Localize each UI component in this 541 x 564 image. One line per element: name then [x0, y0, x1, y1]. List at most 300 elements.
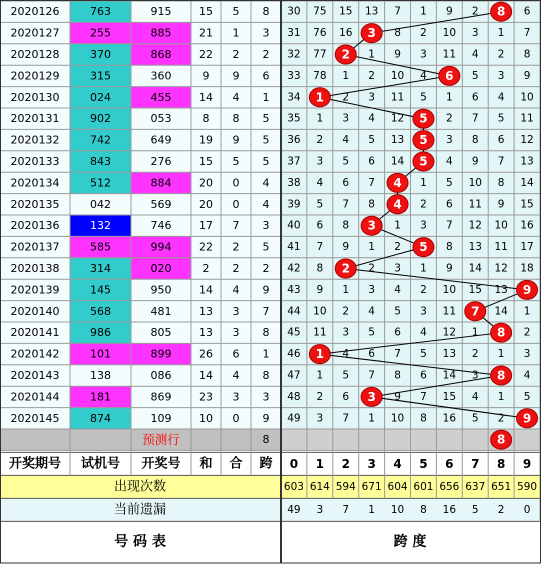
- count-value: 614: [309, 480, 330, 493]
- column-header: 开奖号: [141, 456, 181, 472]
- draw-number-cell: 053: [150, 112, 172, 126]
- count-value: 603: [283, 480, 304, 493]
- miss-cell: 11: [468, 198, 482, 211]
- sum-cell: 15: [199, 5, 213, 19]
- miss-cell: 8: [394, 369, 401, 382]
- miss-cell: 4: [471, 48, 479, 61]
- miss-cell: 10: [468, 176, 482, 189]
- miss-cell: 15: [468, 283, 482, 296]
- kua-cell: 8: [262, 369, 270, 382]
- period-cell: 2020136: [10, 219, 60, 233]
- span-digit-header: 6: [445, 456, 454, 471]
- kua-cell: 8: [262, 5, 270, 19]
- draw-number-cell: 360: [150, 69, 172, 83]
- miss-cell: 13: [494, 283, 508, 296]
- sum-cell: 22: [199, 240, 213, 254]
- miss-cell: 3: [420, 48, 427, 61]
- sum-cell: 19: [199, 133, 213, 147]
- period-cell: 2020130: [10, 90, 60, 104]
- period-cell: 2020131: [10, 112, 60, 126]
- kua-cell: 5: [262, 155, 270, 168]
- he-cell: 0: [232, 176, 240, 190]
- miss-cell: 17: [520, 241, 534, 254]
- miss-cell: 2: [342, 305, 350, 318]
- miss-cell: 9: [342, 241, 350, 254]
- miss-cell: 2: [497, 48, 505, 61]
- sum-cell: 13: [199, 326, 213, 340]
- sum-cell: 20: [199, 176, 213, 190]
- miss-cell: 7: [342, 198, 350, 211]
- miss-cell: 10: [494, 219, 508, 232]
- miss-cell: 1: [368, 48, 375, 61]
- forecast-ball-label: 8: [496, 432, 506, 447]
- miss-cell: 5: [497, 112, 505, 125]
- test-number-cell: 512: [90, 176, 111, 190]
- miss-cell: 4: [420, 326, 427, 339]
- miss-cell: 37: [287, 155, 301, 168]
- miss-cell: 3: [316, 155, 324, 168]
- miss-cell: 6: [368, 155, 375, 168]
- column-header: 开奖期号: [8, 456, 62, 472]
- sum-cell: 22: [199, 48, 213, 61]
- miss-cell: 4: [497, 91, 505, 104]
- period-cell: 2020144: [10, 390, 60, 404]
- draw-number-cell: 915: [150, 5, 172, 19]
- span-digit-header: 5: [419, 456, 428, 471]
- sum-cell: 13: [199, 304, 213, 318]
- column-header: 跨: [259, 456, 273, 472]
- miss-value: 16: [442, 503, 457, 516]
- sum-cell: 14: [199, 283, 213, 297]
- sum-cell: 20: [199, 197, 213, 211]
- draw-number-cell: 481: [150, 304, 172, 318]
- period-cell: 2020139: [10, 283, 60, 297]
- miss-cell: 13: [468, 241, 482, 254]
- miss-cell: 11: [313, 326, 327, 339]
- miss-cell: 5: [368, 134, 375, 147]
- miss-cell: 3: [446, 134, 453, 147]
- miss-cell: 7: [316, 241, 324, 254]
- miss-cell: 9: [446, 5, 453, 18]
- miss-cell: 7: [394, 348, 401, 361]
- span-ball-label: 1: [315, 90, 325, 105]
- miss-cell: 16: [520, 219, 534, 232]
- miss-cell: 42: [287, 262, 301, 275]
- miss-cell: 8: [420, 412, 427, 425]
- span-ball-label: 3: [367, 389, 376, 404]
- he-cell: 4: [232, 283, 240, 297]
- span-digit-header: 7: [471, 456, 480, 471]
- draw-number-cell: 086: [150, 369, 172, 382]
- miss-cell: 5: [446, 176, 453, 189]
- span-ball-label: 2: [341, 47, 350, 62]
- miss-cell: 2: [471, 5, 479, 18]
- span-ball-label: 9: [522, 282, 532, 297]
- period-cell: 2020145: [10, 411, 60, 425]
- miss-cell: 3: [316, 412, 324, 425]
- span-ball-label: 8: [496, 325, 506, 340]
- miss-cell: 5: [523, 390, 531, 403]
- he-cell: 3: [232, 390, 240, 404]
- period-cell: 2020138: [10, 262, 60, 275]
- miss-cell: 6: [368, 348, 375, 361]
- miss-cell: 13: [442, 348, 457, 361]
- period-cell: 2020127: [10, 26, 60, 40]
- miss-cell: 3: [471, 369, 479, 382]
- miss-cell: 5: [471, 412, 479, 425]
- test-number-cell: 042: [90, 197, 111, 211]
- miss-cell: 11: [442, 48, 457, 61]
- miss-cell: 43: [287, 283, 301, 296]
- miss-cell: 1: [420, 176, 427, 189]
- count-value: 601: [413, 480, 434, 493]
- kua-cell: 5: [262, 133, 270, 147]
- count-value: 594: [335, 480, 356, 493]
- miss-cell: 2: [316, 390, 324, 403]
- miss-cell: 9: [394, 390, 401, 403]
- kua-cell: 9: [262, 411, 270, 425]
- miss-cell: 2: [446, 112, 453, 125]
- kua-cell: 3: [262, 219, 270, 233]
- miss-cell: 4: [342, 348, 350, 361]
- kua-cell: 2: [262, 48, 270, 61]
- miss-cell: 4: [316, 176, 324, 189]
- miss-cell: 6: [497, 134, 505, 147]
- period-cell: 2020126: [10, 5, 60, 19]
- miss-cell: 6: [446, 198, 453, 211]
- span-ball-label: 3: [367, 26, 376, 41]
- he-cell: 0: [232, 197, 240, 211]
- miss-cell: 2: [368, 262, 375, 275]
- miss-value: 10: [390, 503, 405, 516]
- sum-cell: 21: [199, 26, 213, 40]
- count-value: 590: [517, 480, 538, 493]
- test-number-cell: 986: [90, 326, 111, 340]
- miss-cell: 3: [497, 69, 505, 82]
- test-number-cell: 874: [90, 411, 111, 425]
- kua-cell: 6: [262, 69, 270, 83]
- miss-cell: 12: [494, 262, 508, 275]
- miss-cell: 3: [420, 305, 427, 318]
- he-cell: 5: [232, 5, 240, 19]
- span-digit-header: 1: [315, 456, 325, 471]
- miss-cell: 4: [471, 390, 479, 403]
- span-digit-header: 0: [289, 456, 299, 471]
- miss-cell: 5: [342, 155, 350, 168]
- he-cell: 7: [232, 219, 240, 233]
- period-cell: 2020132: [10, 133, 60, 147]
- kua-cell: 1: [262, 347, 270, 361]
- miss-cell: 33: [287, 69, 301, 82]
- span-ball-label: 9: [522, 411, 532, 426]
- miss-cell: 3: [342, 326, 350, 339]
- miss-row-bg: [0, 498, 541, 521]
- miss-cell: 4: [394, 283, 401, 296]
- miss-cell: 2: [316, 134, 324, 147]
- miss-cell: 9: [394, 48, 401, 61]
- miss-cell: 8: [342, 219, 350, 232]
- test-number-cell: 024: [90, 90, 111, 104]
- miss-cell: 1: [316, 369, 324, 382]
- miss-cell: 3: [394, 262, 401, 275]
- kua-cell: 3: [262, 390, 270, 404]
- he-cell: 3: [232, 304, 240, 318]
- sum-cell: 14: [199, 369, 213, 382]
- miss-cell: 7: [471, 112, 479, 125]
- miss-cell: 2: [523, 326, 531, 339]
- test-number-cell: 315: [90, 69, 111, 83]
- footer-span: 跨 度: [393, 534, 427, 551]
- miss-cell: 1: [446, 91, 453, 104]
- draw-number-cell: 868: [150, 48, 172, 61]
- miss-cell: 4: [446, 155, 453, 168]
- miss-cell: 10: [390, 412, 405, 425]
- sum-cell: 8: [202, 112, 210, 126]
- miss-cell: 2: [497, 412, 505, 425]
- period-cell: 2020128: [10, 48, 60, 61]
- miss-cell: 11: [390, 91, 405, 104]
- test-number-cell: 138: [90, 369, 111, 382]
- miss-cell: 4: [342, 134, 350, 147]
- he-cell: 3: [232, 326, 240, 340]
- draw-number-cell: 994: [150, 240, 172, 254]
- miss-cell: 8: [316, 262, 324, 275]
- period-cell: 2020140: [10, 304, 60, 318]
- miss-cell: 15: [520, 198, 534, 211]
- period-cell: 2020129: [10, 69, 60, 83]
- miss-cell: 7: [342, 412, 350, 425]
- span-ball-label: 8: [496, 368, 506, 383]
- miss-cell: 4: [420, 69, 427, 82]
- span-ball-label: 4: [393, 197, 402, 212]
- miss-cell: 1: [497, 390, 505, 403]
- miss-cell: 41: [287, 241, 301, 254]
- span-ball-label: 7: [471, 304, 480, 319]
- miss-cell: 12: [520, 134, 534, 147]
- miss-cell: 12: [390, 112, 405, 125]
- miss-cell: 12: [468, 219, 482, 232]
- miss-cell: 1: [471, 326, 479, 339]
- test-number-cell: 101: [90, 347, 111, 361]
- miss-cell: 8: [471, 134, 479, 147]
- kua-cell: 4: [262, 197, 270, 211]
- column-header: 试机号: [80, 456, 121, 472]
- draw-number-cell: 805: [150, 326, 172, 340]
- miss-cell: 14: [390, 155, 405, 168]
- draw-number-cell: 869: [150, 390, 172, 404]
- count-value: 637: [465, 480, 486, 493]
- miss-cell: 13: [390, 134, 405, 147]
- he-cell: 2: [232, 48, 240, 61]
- miss-cell: 7: [497, 155, 505, 168]
- period-cell: 2020142: [10, 347, 60, 361]
- kua-cell: 4: [262, 176, 270, 190]
- sum-cell: 15: [199, 155, 213, 168]
- miss-value: 1: [368, 503, 375, 516]
- period-cell: 2020133: [10, 155, 60, 168]
- test-number-cell: 843: [90, 155, 111, 168]
- sum-cell: 26: [199, 347, 213, 361]
- miss-cell: 40: [287, 219, 301, 232]
- miss-cell: 5: [342, 369, 350, 382]
- miss-cell: 10: [520, 91, 534, 104]
- miss-cell: 3: [368, 283, 375, 296]
- miss-cell: 1: [342, 283, 350, 296]
- he-cell: 9: [232, 133, 240, 147]
- miss-cell: 8: [446, 241, 453, 254]
- test-number-cell: 763: [90, 5, 111, 19]
- miss-value: 5: [471, 503, 479, 516]
- footer-bg: [0, 521, 541, 563]
- miss-cell: 4: [368, 305, 375, 318]
- miss-cell: 6: [316, 219, 324, 232]
- sum-cell: 14: [199, 90, 213, 104]
- miss-cell: 5: [368, 326, 375, 339]
- test-number-cell: 314: [90, 262, 111, 275]
- miss-cell: 13: [520, 155, 534, 168]
- he-cell: 9: [232, 69, 240, 83]
- miss-cell: 14: [442, 369, 457, 382]
- miss-cell: 49: [287, 412, 301, 425]
- miss-cell: 9: [471, 155, 479, 168]
- test-number-cell: 585: [90, 240, 111, 254]
- span-digit-header: 9: [522, 456, 532, 471]
- he-cell: 4: [232, 369, 240, 382]
- miss-cell: 48: [287, 390, 301, 403]
- miss-cell: 10: [313, 305, 327, 318]
- miss-cell: 45: [287, 326, 301, 339]
- span-digit-header: 8: [496, 456, 506, 471]
- draw-number-cell: 649: [150, 133, 172, 147]
- miss-cell: 2: [471, 348, 479, 361]
- miss-cell: 13: [364, 5, 379, 18]
- column-header: 和: [199, 456, 213, 472]
- he-cell: 0: [232, 411, 240, 425]
- kua-cell: 3: [262, 26, 270, 40]
- miss-cell: 5: [316, 198, 324, 211]
- miss-cell: 1: [368, 412, 375, 425]
- miss-value: 7: [342, 503, 350, 516]
- he-cell: 2: [232, 262, 240, 275]
- span-ball-label: 1: [315, 347, 325, 362]
- draw-number-cell: 884: [150, 176, 172, 190]
- forecast-kua: 8: [262, 433, 270, 447]
- he-cell: 5: [232, 155, 240, 168]
- he-cell: 1: [232, 26, 240, 40]
- miss-cell: 7: [394, 5, 401, 18]
- he-cell: 8: [232, 112, 240, 126]
- miss-cell: 47: [287, 369, 301, 382]
- miss-value: 2: [497, 503, 505, 516]
- test-number-cell: 568: [90, 304, 111, 318]
- miss-cell: 1: [420, 262, 427, 275]
- miss-cell: 9: [316, 283, 324, 296]
- miss-cell: 10: [390, 69, 405, 82]
- miss-value: 0: [523, 503, 531, 516]
- sum-cell: 23: [199, 390, 213, 404]
- kua-cell: 8: [262, 326, 270, 340]
- forecast-label: 预测行: [142, 432, 180, 448]
- test-number-cell: 145: [90, 283, 111, 297]
- miss-cell: 36: [287, 134, 301, 147]
- draw-number-cell: 899: [150, 347, 172, 361]
- count-value: 604: [387, 480, 408, 493]
- miss-cell: 5: [471, 69, 479, 82]
- miss-cell: 18: [520, 262, 534, 275]
- draw-number-cell: 455: [150, 90, 172, 104]
- he-cell: 2: [232, 240, 240, 254]
- miss-cell: 3: [471, 27, 479, 40]
- miss-cell: 6: [342, 390, 350, 403]
- he-cell: 6: [232, 347, 240, 361]
- period-cell: 2020134: [10, 176, 60, 190]
- test-number-cell: 902: [90, 112, 111, 126]
- miss-cell: 8: [394, 27, 401, 40]
- kua-cell: 9: [262, 283, 270, 297]
- miss-cell: 8: [368, 198, 375, 211]
- count-value: 656: [439, 480, 460, 493]
- miss-cell: 76: [313, 27, 327, 40]
- miss-cell: 46: [287, 348, 301, 361]
- miss-cell: 7: [368, 369, 375, 382]
- span-digit-header: 3: [367, 456, 376, 471]
- miss-cell: 75: [313, 5, 327, 18]
- miss-cell: 16: [442, 412, 457, 425]
- span-ball-label: 5: [419, 133, 428, 148]
- span-ball-label: 5: [419, 111, 428, 126]
- miss-cell: 6: [523, 5, 531, 18]
- miss-cell: 39: [287, 198, 301, 211]
- miss-cell: 9: [446, 262, 453, 275]
- miss-cell: 1: [497, 348, 505, 361]
- miss-cell: 34: [287, 91, 301, 104]
- miss-cell: 7: [368, 176, 375, 189]
- miss-cell: 12: [442, 326, 457, 339]
- miss-cell: 7: [446, 219, 453, 232]
- miss-cell: 5: [420, 91, 427, 104]
- miss-cell: 1: [523, 305, 531, 318]
- miss-cell: 14: [494, 305, 508, 318]
- miss-cell: 38: [287, 176, 301, 189]
- period-cell: 2020143: [10, 369, 60, 382]
- miss-cell: 9: [523, 69, 531, 82]
- miss-cell: 15: [339, 5, 353, 18]
- draw-number-cell: 020: [150, 262, 172, 275]
- miss-cell: 3: [342, 112, 350, 125]
- footer-number-table: 号 码 表: [114, 534, 166, 551]
- miss-cell: 9: [497, 198, 505, 211]
- draw-number-cell: 569: [150, 197, 172, 211]
- miss-cell: 2: [368, 69, 375, 82]
- miss-cell: 77: [313, 48, 327, 61]
- miss-cell: 11: [442, 305, 457, 318]
- kua-cell: 2: [262, 262, 270, 275]
- span-ball-label: 3: [367, 218, 376, 233]
- sum-cell: 9: [202, 69, 210, 83]
- draw-number-cell: 885: [150, 26, 172, 40]
- span-ball-label: 2: [341, 261, 350, 276]
- miss-cell: 7: [420, 390, 427, 403]
- miss-cell: 30: [287, 5, 301, 18]
- miss-value: 3: [316, 503, 324, 516]
- miss-cell: 1: [316, 112, 324, 125]
- draw-number-cell: 950: [150, 283, 172, 297]
- miss-cell: 1: [497, 27, 505, 40]
- miss-label: 当前遗漏: [113, 502, 167, 518]
- miss-cell: 1: [420, 5, 427, 18]
- miss-value: 49: [287, 503, 301, 516]
- test-number-cell: 742: [90, 133, 111, 147]
